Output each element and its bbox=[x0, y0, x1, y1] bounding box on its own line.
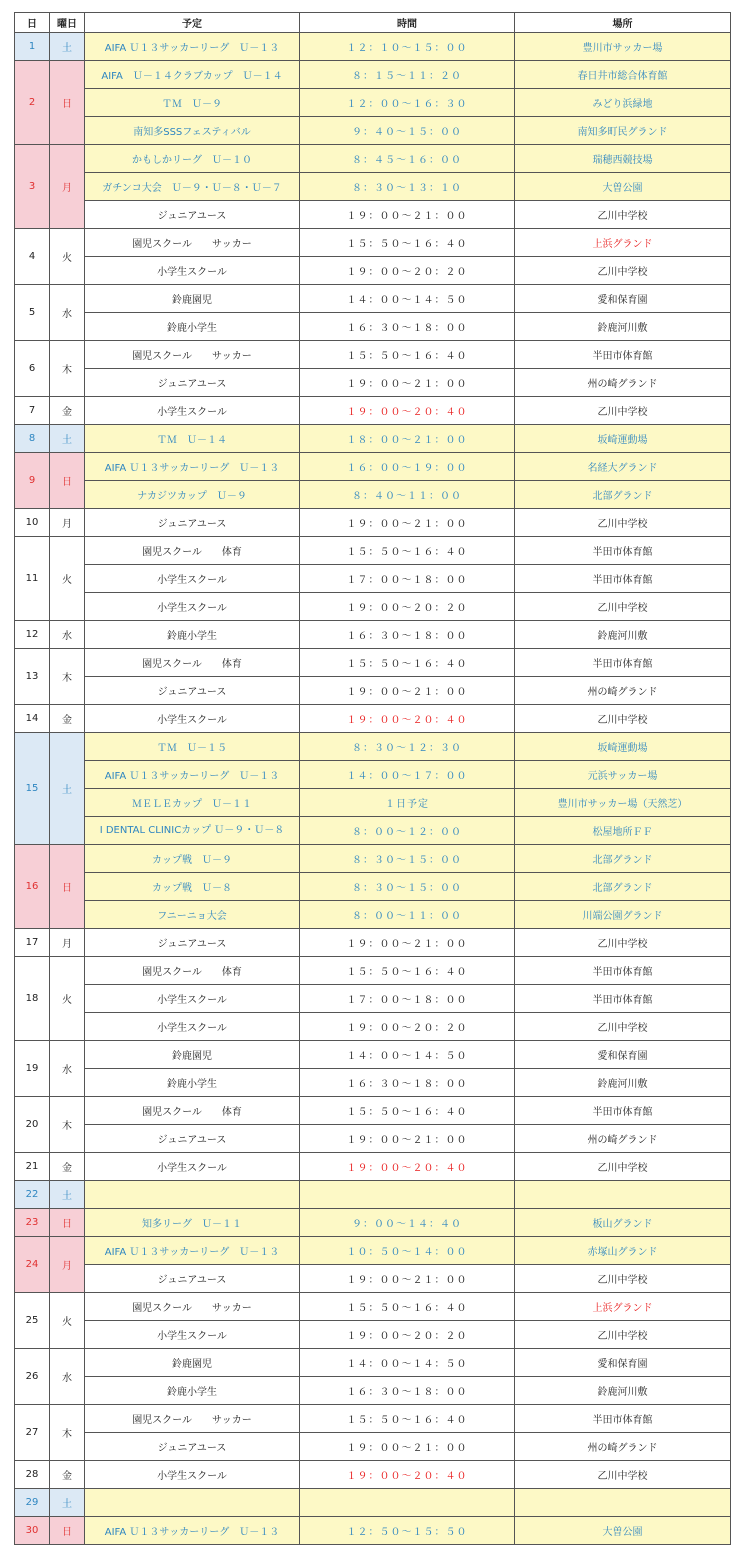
event-place: 愛和保育園 bbox=[515, 285, 731, 313]
day-number: 30 bbox=[15, 1517, 50, 1545]
weekday: 火 bbox=[50, 957, 85, 1041]
schedule-row bbox=[15, 313, 731, 341]
event-name: AIFA Ｕ１３サッカーリーグ Ｕ－１３ bbox=[85, 761, 300, 789]
schedule-row bbox=[15, 425, 731, 453]
event-time: ８：３０～１５：００ bbox=[300, 873, 515, 901]
event-place: 半田市体育館 bbox=[515, 957, 731, 985]
schedule-row bbox=[15, 761, 731, 789]
event-place bbox=[515, 1489, 731, 1517]
schedule-row bbox=[15, 537, 731, 565]
schedule-row bbox=[15, 369, 731, 397]
schedule-body bbox=[15, 33, 731, 1545]
event-place: 松屋地所ＦＦ bbox=[515, 817, 731, 845]
schedule-row bbox=[15, 957, 731, 985]
event-name: AIFA Ｕ１３サッカーリーグ Ｕ－１３ bbox=[85, 453, 300, 481]
event-time: ８：００～１１：００ bbox=[300, 901, 515, 929]
weekday: 土 bbox=[50, 33, 85, 61]
schedule-row bbox=[15, 1013, 731, 1041]
day-number: 26 bbox=[15, 1349, 50, 1405]
event-place: 乙川中学校 bbox=[515, 705, 731, 733]
weekday: 水 bbox=[50, 1041, 85, 1097]
event-name: 鈴鹿小学生 bbox=[85, 1069, 300, 1097]
schedule-row bbox=[15, 229, 731, 257]
weekday: 金 bbox=[50, 397, 85, 425]
event-time: １４：００～１４：５０ bbox=[300, 285, 515, 313]
event-time: １９：００～２０：４０ bbox=[300, 1461, 515, 1489]
event-time: １９：００～２０：２０ bbox=[300, 593, 515, 621]
event-time: １４：００～１４：５０ bbox=[300, 1041, 515, 1069]
day-number: 4 bbox=[15, 229, 50, 285]
schedule-row bbox=[15, 985, 731, 1013]
weekday: 水 bbox=[50, 1349, 85, 1405]
event-name: 鈴鹿園児 bbox=[85, 285, 300, 313]
event-time: １５：５０～１６：４０ bbox=[300, 537, 515, 565]
schedule-row bbox=[15, 33, 731, 61]
weekday: 水 bbox=[50, 285, 85, 341]
event-name: 小学生スクール bbox=[85, 985, 300, 1013]
event-place: 半田市体育館 bbox=[515, 1097, 731, 1125]
schedule-row bbox=[15, 593, 731, 621]
event-time: ８：１５～１１：２０ bbox=[300, 61, 515, 89]
event-place: 半田市体育館 bbox=[515, 341, 731, 369]
weekday: 火 bbox=[50, 537, 85, 621]
event-place: 大曽公園 bbox=[515, 173, 731, 201]
event-place: 半田市体育館 bbox=[515, 1405, 731, 1433]
event-name: ジュニアユース bbox=[85, 1265, 300, 1293]
day-number: 20 bbox=[15, 1097, 50, 1153]
event-name bbox=[85, 1181, 300, 1209]
event-place: 上浜グランド bbox=[515, 1293, 731, 1321]
event-time: １９：００～２０：４０ bbox=[300, 705, 515, 733]
event-place: 乙川中学校 bbox=[515, 929, 731, 957]
event-place: 坂崎運動場 bbox=[515, 425, 731, 453]
schedule-row bbox=[15, 89, 731, 117]
schedule-row bbox=[15, 649, 731, 677]
schedule-row bbox=[15, 1293, 731, 1321]
event-place: 乙川中学校 bbox=[515, 257, 731, 285]
event-name: 小学生スクール bbox=[85, 593, 300, 621]
event-name: ジュニアユース bbox=[85, 201, 300, 229]
event-time: １５：５０～１６：４０ bbox=[300, 229, 515, 257]
weekday: 水 bbox=[50, 621, 85, 649]
event-place: 乙川中学校 bbox=[515, 397, 731, 425]
schedule-row bbox=[15, 1265, 731, 1293]
event-name bbox=[85, 1489, 300, 1517]
event-place: 瑞穂西競技場 bbox=[515, 145, 731, 173]
event-time: ８：３０～１２：３０ bbox=[300, 733, 515, 761]
event-time: １９：００～２０：２０ bbox=[300, 257, 515, 285]
event-time: ８：００～１２：００ bbox=[300, 817, 515, 845]
schedule-row bbox=[15, 1349, 731, 1377]
day-number: 15 bbox=[15, 733, 50, 845]
event-place: 半田市体育館 bbox=[515, 565, 731, 593]
schedule-row bbox=[15, 1433, 731, 1461]
schedule-row bbox=[15, 817, 731, 845]
event-time: １４：００～１７：００ bbox=[300, 761, 515, 789]
schedule-row bbox=[15, 1125, 731, 1153]
schedule-row bbox=[15, 873, 731, 901]
event-name: 小学生スクール bbox=[85, 1321, 300, 1349]
day-number: 24 bbox=[15, 1237, 50, 1293]
event-name: ナカジツカップ Ｕ－９ bbox=[85, 481, 300, 509]
event-time: １０：５０～１４：００ bbox=[300, 1237, 515, 1265]
event-name: AIFA Ｕ－１４クラブカップ Ｕ－１４ bbox=[85, 61, 300, 89]
day-number: 5 bbox=[15, 285, 50, 341]
event-name: ＴＭ Ｕ－１４ bbox=[85, 425, 300, 453]
event-time: １７：００～１８：００ bbox=[300, 565, 515, 593]
event-place: 赤塚山グランド bbox=[515, 1237, 731, 1265]
event-name: フニーニョ大会 bbox=[85, 901, 300, 929]
event-time bbox=[300, 1489, 515, 1517]
event-place: 鈴鹿河川敷 bbox=[515, 621, 731, 649]
day-number: 25 bbox=[15, 1293, 50, 1349]
weekday: 月 bbox=[50, 1237, 85, 1293]
schedule-row bbox=[15, 145, 731, 173]
header-place: 場所 bbox=[515, 13, 731, 33]
event-time: ８：４０～１１：００ bbox=[300, 481, 515, 509]
schedule-row bbox=[15, 621, 731, 649]
event-name: ジュニアユース bbox=[85, 1125, 300, 1153]
event-time: １９：００～２１：００ bbox=[300, 201, 515, 229]
schedule-row bbox=[15, 845, 731, 873]
event-time: １９：００～２１：００ bbox=[300, 677, 515, 705]
weekday: 土 bbox=[50, 1181, 85, 1209]
header-weekday: 曜日 bbox=[50, 13, 85, 33]
event-time: １５：５０～１６：４０ bbox=[300, 341, 515, 369]
event-place: 半田市体育館 bbox=[515, 985, 731, 1013]
schedule-row bbox=[15, 453, 731, 481]
event-place: 北部グランド bbox=[515, 845, 731, 873]
event-name: ジュニアユース bbox=[85, 369, 300, 397]
event-name: 小学生スクール bbox=[85, 397, 300, 425]
day-number: 8 bbox=[15, 425, 50, 453]
weekday: 日 bbox=[50, 453, 85, 509]
event-place: 乙川中学校 bbox=[515, 1013, 731, 1041]
event-name: 園児スクール サッカー bbox=[85, 1293, 300, 1321]
schedule-row bbox=[15, 1041, 731, 1069]
event-name: ジュニアユース bbox=[85, 509, 300, 537]
event-time: １４：００～１４：５０ bbox=[300, 1349, 515, 1377]
event-name: 園児スクール サッカー bbox=[85, 1405, 300, 1433]
event-name: 園児スクール サッカー bbox=[85, 229, 300, 257]
event-name: AIFA Ｕ１３サッカーリーグ Ｕ－１３ bbox=[85, 1517, 300, 1545]
event-place: 乙川中学校 bbox=[515, 1265, 731, 1293]
event-name: 園児スクール 体育 bbox=[85, 957, 300, 985]
event-time: １５：５０～１６：４０ bbox=[300, 1405, 515, 1433]
day-number: 13 bbox=[15, 649, 50, 705]
day-number: 29 bbox=[15, 1489, 50, 1517]
event-time: １５：５０～１６：４０ bbox=[300, 957, 515, 985]
event-time: １２：１０～１５：００ bbox=[300, 33, 515, 61]
event-time: １７：００～１８：００ bbox=[300, 985, 515, 1013]
schedule-row bbox=[15, 565, 731, 593]
schedule-row bbox=[15, 1377, 731, 1405]
weekday: 木 bbox=[50, 1405, 85, 1461]
event-place: 元浜サッカー場 bbox=[515, 761, 731, 789]
event-name: 知多リーグ Ｕ－１１ bbox=[85, 1209, 300, 1237]
event-place: 春日井市総合体育館 bbox=[515, 61, 731, 89]
event-place: 乙川中学校 bbox=[515, 201, 731, 229]
weekday: 木 bbox=[50, 649, 85, 705]
weekday: 日 bbox=[50, 1209, 85, 1237]
weekday: 月 bbox=[50, 509, 85, 537]
schedule-row bbox=[15, 1517, 731, 1545]
event-time: １９：００～２１：００ bbox=[300, 1265, 515, 1293]
schedule-row bbox=[15, 481, 731, 509]
event-time: １２：５０～１５：５０ bbox=[300, 1517, 515, 1545]
event-place: 鈴鹿河川敷 bbox=[515, 1069, 731, 1097]
schedule-row bbox=[15, 677, 731, 705]
event-time: １６：３０～１８：００ bbox=[300, 1069, 515, 1097]
event-place: 北部グランド bbox=[515, 873, 731, 901]
day-number: 10 bbox=[15, 509, 50, 537]
event-name: 南知多SSSフェスティバル bbox=[85, 117, 300, 145]
event-name: 鈴鹿小学生 bbox=[85, 621, 300, 649]
day-number: 18 bbox=[15, 957, 50, 1041]
event-time: １日予定 bbox=[300, 789, 515, 817]
schedule-row bbox=[15, 1237, 731, 1265]
event-name: 鈴鹿小学生 bbox=[85, 1377, 300, 1405]
event-place: 半田市体育館 bbox=[515, 537, 731, 565]
event-name: 鈴鹿小学生 bbox=[85, 313, 300, 341]
weekday: 日 bbox=[50, 61, 85, 145]
day-number: 22 bbox=[15, 1181, 50, 1209]
day-number: 3 bbox=[15, 145, 50, 229]
event-time: １９：００～２０：２０ bbox=[300, 1013, 515, 1041]
event-place: みどり浜緑地 bbox=[515, 89, 731, 117]
event-name: 小学生スクール bbox=[85, 257, 300, 285]
weekday: 金 bbox=[50, 1153, 85, 1181]
header-row bbox=[15, 13, 731, 33]
weekday: 月 bbox=[50, 929, 85, 957]
event-name: 園児スクール 体育 bbox=[85, 1097, 300, 1125]
day-number: 17 bbox=[15, 929, 50, 957]
event-place: 乙川中学校 bbox=[515, 509, 731, 537]
event-name: I DENTAL CLINICカップ Ｕ－９・Ｕ－８ bbox=[85, 817, 300, 845]
event-time: １９：００～２０：２０ bbox=[300, 1321, 515, 1349]
event-name: カップ戦 Ｕ－８ bbox=[85, 873, 300, 901]
event-time: ９：４０～１５：００ bbox=[300, 117, 515, 145]
event-time: ８：３０～１５：００ bbox=[300, 845, 515, 873]
event-place: 北部グランド bbox=[515, 481, 731, 509]
event-place: 坂崎運動場 bbox=[515, 733, 731, 761]
event-place: 愛和保育園 bbox=[515, 1041, 731, 1069]
day-number: 14 bbox=[15, 705, 50, 733]
event-time: １９：００～２０：４０ bbox=[300, 1153, 515, 1181]
event-time: ８：３０～１３：１０ bbox=[300, 173, 515, 201]
event-place: 豊川市サッカー場（天然芝） bbox=[515, 789, 731, 817]
header-time: 時間 bbox=[300, 13, 515, 33]
event-time: １６：３０～１８：００ bbox=[300, 313, 515, 341]
event-name: AIFA Ｕ１３サッカーリーグ Ｕ－１３ bbox=[85, 1237, 300, 1265]
event-place: 鈴鹿河川敷 bbox=[515, 1377, 731, 1405]
weekday: 火 bbox=[50, 229, 85, 285]
schedule-row bbox=[15, 341, 731, 369]
monthly-schedule-table bbox=[14, 12, 731, 1545]
schedule-row bbox=[15, 1489, 731, 1517]
event-time: １９：００～２１：００ bbox=[300, 929, 515, 957]
event-name: 鈴鹿園児 bbox=[85, 1041, 300, 1069]
weekday: 月 bbox=[50, 145, 85, 229]
schedule-row bbox=[15, 509, 731, 537]
schedule-row bbox=[15, 733, 731, 761]
event-name: 鈴鹿園児 bbox=[85, 1349, 300, 1377]
event-name: ＴＭ Ｕ－９ bbox=[85, 89, 300, 117]
event-place: 州の崎グランド bbox=[515, 1433, 731, 1461]
schedule-row bbox=[15, 1321, 731, 1349]
day-number: 12 bbox=[15, 621, 50, 649]
schedule-row bbox=[15, 257, 731, 285]
schedule-row bbox=[15, 789, 731, 817]
schedule-row bbox=[15, 1461, 731, 1489]
event-name: カップ戦 Ｕ－９ bbox=[85, 845, 300, 873]
schedule-row bbox=[15, 1405, 731, 1433]
event-name: 小学生スクール bbox=[85, 705, 300, 733]
event-time: １６：３０～１８：００ bbox=[300, 1377, 515, 1405]
day-number: 1 bbox=[15, 33, 50, 61]
weekday: 日 bbox=[50, 845, 85, 929]
event-place: 乙川中学校 bbox=[515, 593, 731, 621]
event-name: ジュニアユース bbox=[85, 929, 300, 957]
event-time bbox=[300, 1181, 515, 1209]
event-time: １５：５０～１６：４０ bbox=[300, 649, 515, 677]
schedule-row bbox=[15, 173, 731, 201]
event-name: AIFA Ｕ１３サッカーリーグ Ｕ－１３ bbox=[85, 33, 300, 61]
event-time: ８：４５～１６：００ bbox=[300, 145, 515, 173]
weekday: 金 bbox=[50, 1461, 85, 1489]
event-time: １６：３０～１８：００ bbox=[300, 621, 515, 649]
event-name: 園児スクール 体育 bbox=[85, 649, 300, 677]
event-time: １９：００～２１：００ bbox=[300, 509, 515, 537]
event-place: 州の崎グランド bbox=[515, 677, 731, 705]
day-number: 16 bbox=[15, 845, 50, 929]
weekday: 木 bbox=[50, 341, 85, 397]
day-number: 27 bbox=[15, 1405, 50, 1461]
schedule-row bbox=[15, 1097, 731, 1125]
event-place: 愛和保育園 bbox=[515, 1349, 731, 1377]
event-place: 半田市体育館 bbox=[515, 649, 731, 677]
event-place: 上浜グランド bbox=[515, 229, 731, 257]
event-name: ジュニアユース bbox=[85, 677, 300, 705]
event-name: 園児スクール サッカー bbox=[85, 341, 300, 369]
event-place bbox=[515, 1181, 731, 1209]
event-time: １８：００～２１：００ bbox=[300, 425, 515, 453]
weekday: 土 bbox=[50, 1489, 85, 1517]
event-time: ９：００～１４：４０ bbox=[300, 1209, 515, 1237]
header-event: 予定 bbox=[85, 13, 300, 33]
event-place: 板山グランド bbox=[515, 1209, 731, 1237]
event-place: 乙川中学校 bbox=[515, 1321, 731, 1349]
event-place: 川端公園グランド bbox=[515, 901, 731, 929]
event-place: 豊川市サッカー場 bbox=[515, 33, 731, 61]
schedule-row bbox=[15, 1069, 731, 1097]
event-name: ガチンコ大会 Ｕ－９・Ｕ－８・Ｕ－７ bbox=[85, 173, 300, 201]
event-time: １５：５０～１６：４０ bbox=[300, 1293, 515, 1321]
event-time: １９：００～２１：００ bbox=[300, 1433, 515, 1461]
event-name: ＴＭ Ｕ－１５ bbox=[85, 733, 300, 761]
event-time: １５：５０～１６：４０ bbox=[300, 1097, 515, 1125]
event-time: １９：００～２０：４０ bbox=[300, 397, 515, 425]
weekday: 日 bbox=[50, 1517, 85, 1545]
event-place: 鈴鹿河川敷 bbox=[515, 313, 731, 341]
day-number: 19 bbox=[15, 1041, 50, 1097]
day-number: 21 bbox=[15, 1153, 50, 1181]
event-name: かもしかリーグ Ｕ－１０ bbox=[85, 145, 300, 173]
event-name: ＭＥＬＥカップ Ｕ－１１ bbox=[85, 789, 300, 817]
day-number: 7 bbox=[15, 397, 50, 425]
event-name: ジュニアユース bbox=[85, 1433, 300, 1461]
day-number: 11 bbox=[15, 537, 50, 621]
schedule-row bbox=[15, 901, 731, 929]
event-name: 小学生スクール bbox=[85, 565, 300, 593]
schedule-row bbox=[15, 1153, 731, 1181]
weekday: 木 bbox=[50, 1097, 85, 1153]
schedule-row bbox=[15, 1209, 731, 1237]
event-place: 州の崎グランド bbox=[515, 369, 731, 397]
weekday: 土 bbox=[50, 733, 85, 845]
event-time: １９：００～２１：００ bbox=[300, 369, 515, 397]
event-place: 州の崎グランド bbox=[515, 1125, 731, 1153]
event-name: 小学生スクール bbox=[85, 1013, 300, 1041]
schedule-container bbox=[14, 12, 731, 1545]
event-place: 名経大グランド bbox=[515, 453, 731, 481]
event-name: 園児スクール 体育 bbox=[85, 537, 300, 565]
event-name: 小学生スクール bbox=[85, 1461, 300, 1489]
day-number: 9 bbox=[15, 453, 50, 509]
event-time: １２：００～１６：３０ bbox=[300, 89, 515, 117]
schedule-row bbox=[15, 705, 731, 733]
day-number: 6 bbox=[15, 341, 50, 397]
event-time: １９：００～２１：００ bbox=[300, 1125, 515, 1153]
event-place: 大曽公園 bbox=[515, 1517, 731, 1545]
schedule-row bbox=[15, 929, 731, 957]
schedule-row bbox=[15, 397, 731, 425]
schedule-row bbox=[15, 1181, 731, 1209]
weekday: 火 bbox=[50, 1293, 85, 1349]
day-number: 28 bbox=[15, 1461, 50, 1489]
weekday: 金 bbox=[50, 705, 85, 733]
day-number: 23 bbox=[15, 1209, 50, 1237]
schedule-row bbox=[15, 285, 731, 313]
event-place: 乙川中学校 bbox=[515, 1461, 731, 1489]
header-day: 日 bbox=[15, 13, 50, 33]
event-place: 乙川中学校 bbox=[515, 1153, 731, 1181]
weekday: 土 bbox=[50, 425, 85, 453]
schedule-row bbox=[15, 61, 731, 89]
schedule-row bbox=[15, 117, 731, 145]
event-name: 小学生スクール bbox=[85, 1153, 300, 1181]
schedule-row bbox=[15, 201, 731, 229]
day-number: 2 bbox=[15, 61, 50, 145]
event-place: 南知多町民グランド bbox=[515, 117, 731, 145]
event-time: １６：００～１９：００ bbox=[300, 453, 515, 481]
